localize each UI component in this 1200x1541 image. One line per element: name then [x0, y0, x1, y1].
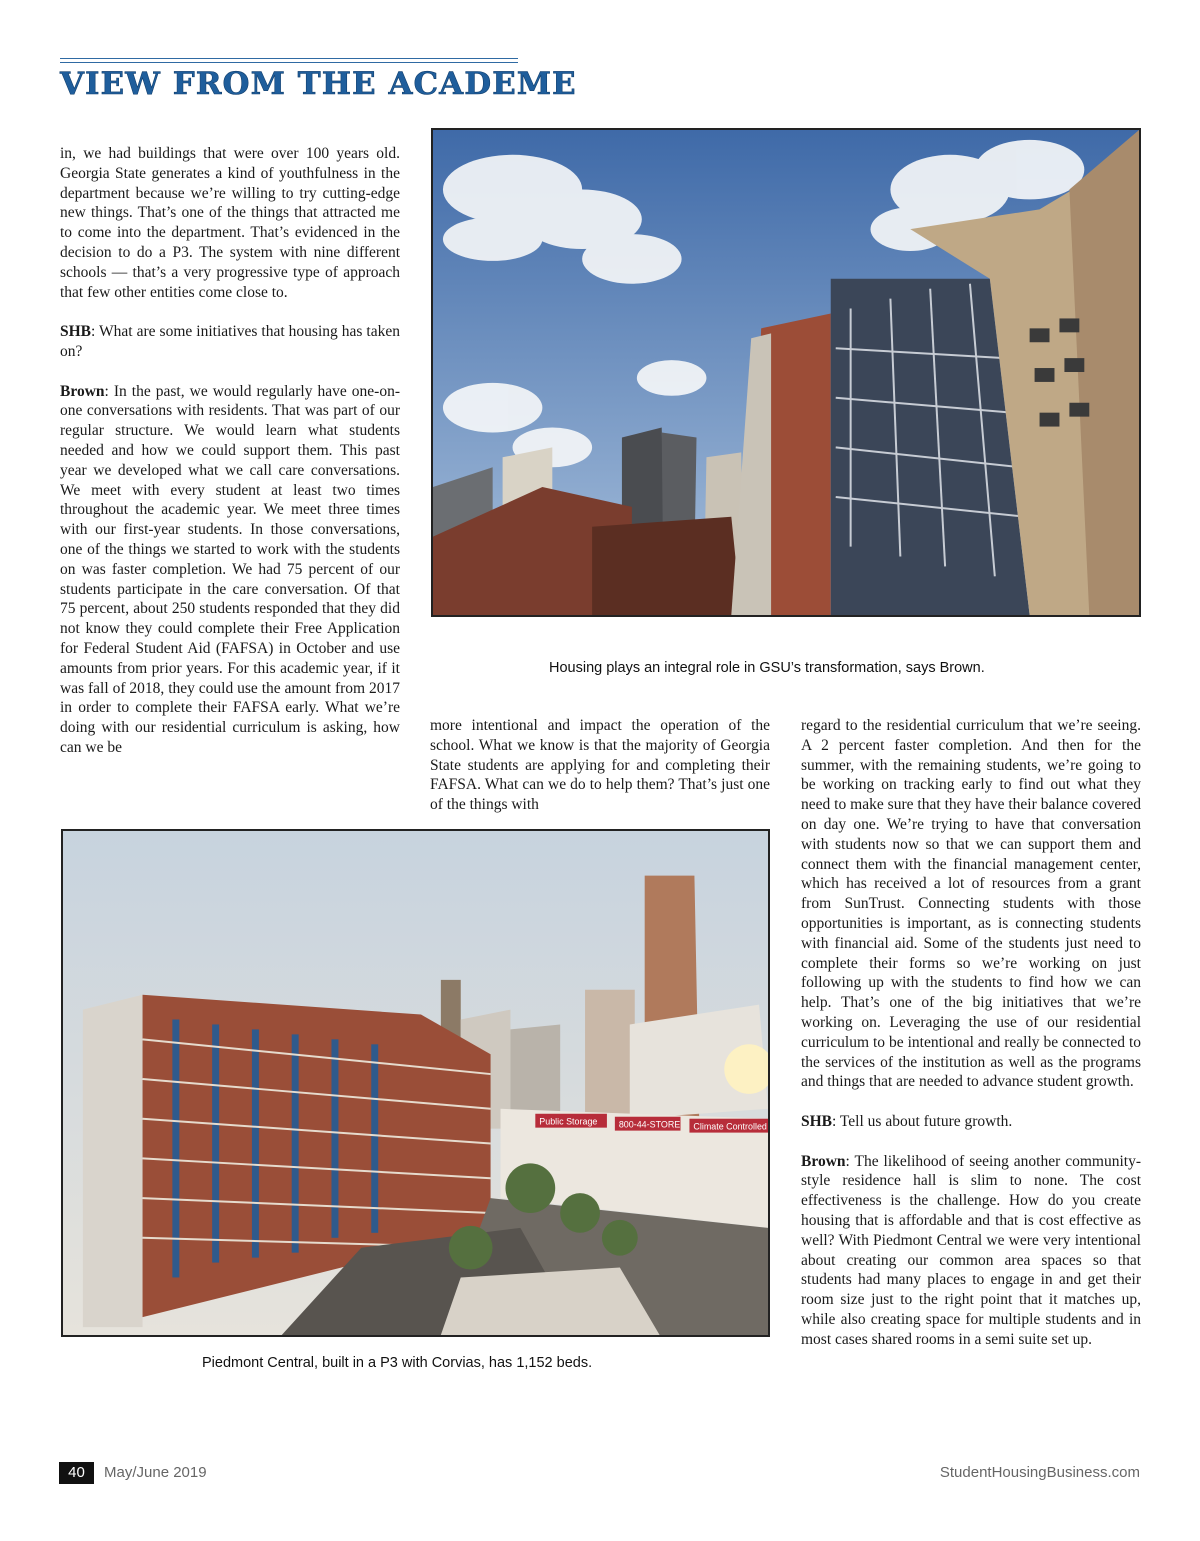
page-number: 40	[59, 1462, 94, 1484]
photo-caption-bottom: Piedmont Central, built in a P3 with Corvias, has 1,152 beds.	[202, 1355, 593, 1371]
answer-text: : In the past, we would regularly have one-on-one conversations with residents. That was part of our regular structure. We would learn what students needed and how we could support them. This past year we developed what we call care conversations. We meet with every student at least two times throughout the academic year. We meet three times with our first-year students. In those conversations, one of the things we started to work with the students on was faster completion. We had 75 percent of our students participate in the care conversation. Of that 75 percent, about 250 students responded that they did not know they could complete their Free Application for Federal Student Aid (FAFSA) in October and use amounts from prior years. For this academic year, if it was fall of 2018, they could use the amount from 2017 in order to complete their FAFSA early. What we’re doing with our residential curriculum is asking, how can we be	[60, 382, 400, 756]
right-column	[801, 716, 1141, 1350]
photo-illustration	[63, 831, 768, 1335]
question-text: : Tell us about future growth.	[832, 1112, 1013, 1130]
paragraph: more intentional and impact the operation of the school. What we know is that the majority of Georgia State students are applying for and completing their FAFSA. What can we do to help them? That’s just one of the things with	[430, 717, 770, 814]
left-column	[60, 144, 400, 758]
interview-question	[60, 322, 400, 362]
issue-date: May/June 2019	[104, 1464, 207, 1481]
speaker-label: SHB	[60, 323, 92, 341]
sign-phone: 800-44-STORE	[618, 1119, 681, 1130]
photo-piedmont-central	[61, 829, 770, 1337]
publication-website: StudentHousingBusiness.com	[939, 1464, 1140, 1481]
header-rule	[60, 58, 518, 63]
question-text: : What are some initiatives that housing has taken on?	[60, 323, 400, 360]
speaker-label: SHB	[801, 1112, 833, 1130]
section-title: VIEW FROM THE ACADEME	[60, 66, 577, 102]
interview-answer	[801, 1152, 1141, 1350]
interview-answer	[60, 382, 400, 758]
answer-text: : The likelihood of seeing another community-style residence hall is slim to none. The cost effectiveness is the challenge. How do you create housing that is affordable and that is cost effective as well? With Piedmont Central we were very intentional about creating our common area spaces so that students had many places to engage in and get their room size just to the right point that it matches up, while also creating space for multiple students and in most cases shared rooms in a semi suite set up.	[801, 1152, 1141, 1348]
interview-question	[801, 1112, 1141, 1132]
paragraph: in, we had buildings that were over 100 years old. Georgia State generates a kind of youthfulness in the department because we’re willing to try cutting-edge new things. That’s one of the things that attracted me to come into the department. That’s evidenced in the decision to do a P3. The system with nine different schools — that’s a very progressive type of approach that few other entities come close to.	[60, 145, 400, 301]
speaker-label: Brown	[60, 382, 105, 400]
photo-gsu-housing-building	[431, 128, 1141, 617]
photo-illustration	[433, 130, 1139, 615]
photo-caption-top: Housing plays an integral role in GSU’s transformation, says Brown.	[549, 660, 985, 676]
paragraph: regard to the residential curriculum that we’re seeing. A 2 percent faster completion. And then for the summer, with the remaining students, we’re going to be working on tracking early to find out what they need to make sure that they have their balance covered on day one. We’re trying to have that conversation with students now so that we can support them and connect them with the financial management center, which has received a lot of resources from a grant from SunTrust. Connecting students with those opportunities is important, as is connecting students with financial aid. Some of the students just need to complete their forms so we’re working on just following up with the students to find how we can help. That’s one of the big initiatives that we’re working on. Leveraging the use of our residential curriculum to be intentional and really be connected to the services of the institution as well as the programs and things that are needed to advance student growth.	[801, 717, 1141, 1091]
middle-column	[430, 716, 770, 815]
sign-public-storage: Public Storage	[539, 1116, 598, 1127]
sign-climate: Climate Controlled	[693, 1121, 767, 1132]
speaker-label: Brown	[801, 1152, 846, 1170]
